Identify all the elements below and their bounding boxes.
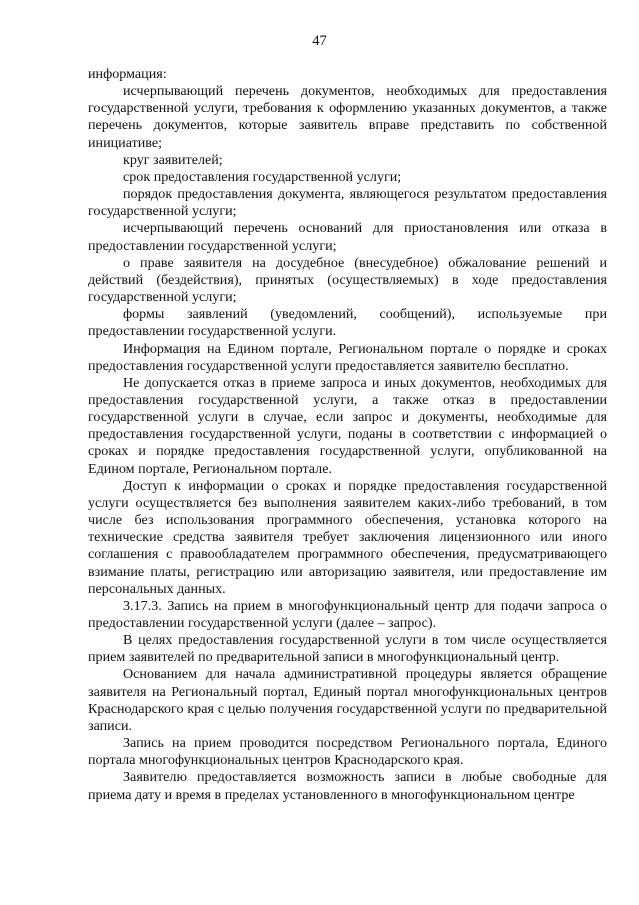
paragraph-list-item: исчерпывающий перечень оснований для приостановления или отказа в предоставлении государственной услуги; <box>88 220 607 254</box>
page-number: 47 <box>312 33 327 49</box>
paragraph: Основанием для начала административной процедуры является обращение заявителя на Региональный портал, Единый портал многофункциональных центров Краснодарского края с целью получения государственной услуги по предварительной записи. <box>88 666 607 734</box>
paragraph-list-item: порядок предоставления документа, являющегося результатом предоставления государственной услуги; <box>88 186 607 220</box>
paragraph: Не допускается отказ в приеме запроса и иных документов, необходимых для предоставления государственной услуги, а также отказ в предоставлении государственной услуги в случае, если запрос и документы, необходимые для предоставления государственной услуги, поданы в соответствии с информацией о сроках и порядке предоставления государственной услуги, опубликованной на Едином портале, Региональном портале. <box>88 374 607 477</box>
paragraph-list-item: срок предоставления государственной услуги; <box>123 168 402 185</box>
paragraph-list-item: круг заявителей; <box>123 151 223 168</box>
paragraph: Информация на Едином портале, Региональном портале о порядке и сроках предоставления государственной услуги предоставляется заявителю бесплатно. <box>88 340 607 374</box>
paragraph-list-item: о праве заявителя на досудебное (внесудебное) обжалование решений и действий (бездействия), принятых (осуществляемых) в ходе предоставления государственной услуги; <box>88 254 607 306</box>
paragraph: Доступ к информации о сроках и порядке предоставления государственной услуги осуществляется без выполнения заявителем каких-либо требований, в том числе без использования программного обеспечения, установка которого на технические средства заявителя требует заключения лицензионного или иного соглашения с правообладателем программного обеспечения, предусматривающего взимание платы, регистрацию или авторизацию заявителя, или предоставление им персональных данных. <box>88 477 607 597</box>
paragraph-section-3-17-3: 3.17.3. Запись на прием в многофункциональный центр для подачи запроса о предоставлении государственной услуги (далее – запрос). <box>88 597 607 631</box>
paragraph: Запись на прием проводится посредством Регионального портала, Единого портала многофункциональных центров Краснодарского края. <box>88 735 607 769</box>
paragraph: В целях предоставления государственной услуги в том числе осуществляется прием заявителей по предварительной записи в многофункциональный центр. <box>88 632 607 666</box>
paragraph-list-item: исчерпывающий перечень документов, необходимых для предоставления государственной услуги, требования к оформлению указанных документов, а также перечень документов, которые заявитель вправе представить по собственной инициативе; <box>88 83 607 151</box>
paragraph: Заявителю предоставляется возможность записи в любые свободные для приема дату и время в пределах установленного в многофункциональном центре <box>88 769 607 803</box>
document-body <box>88 66 607 804</box>
paragraph-list-item: формы заявлений (уведомлений, сообщений), используемые при предоставлении государственной услуги. <box>88 306 607 340</box>
paragraph-information-heading: информация: <box>88 66 167 82</box>
